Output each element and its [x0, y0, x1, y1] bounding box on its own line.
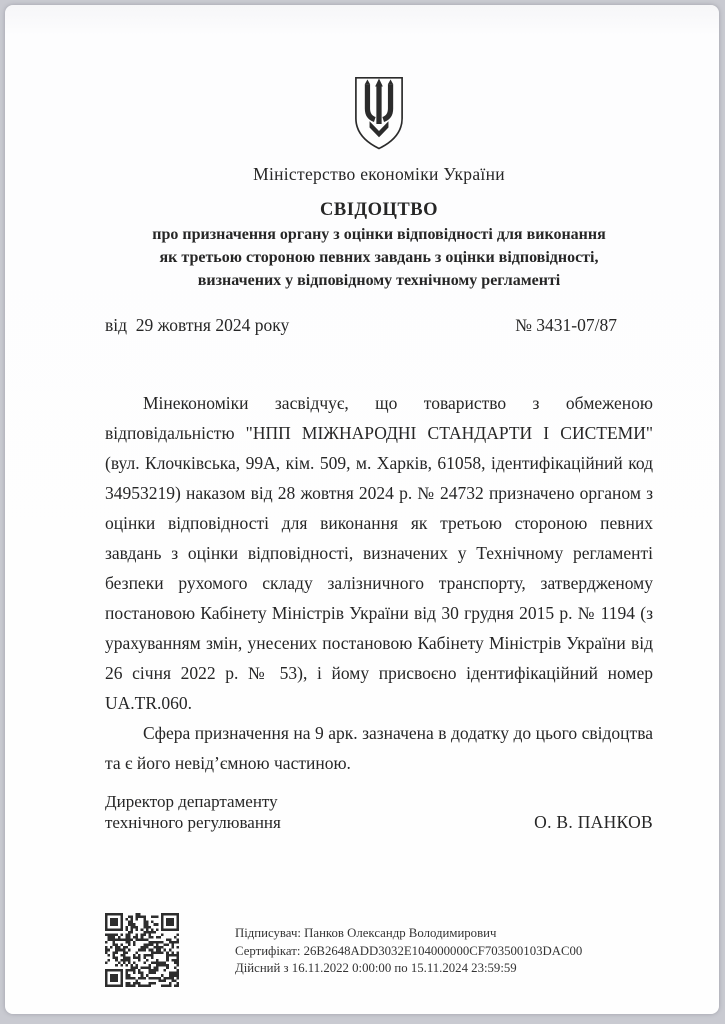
stamp-signer: Підписувач: Панков Олександр Володимирович [235, 926, 497, 940]
body-paragraph-1: Мінекономіки засвідчує, що товариство з обмеженою відповідальністю "НПП МІЖНАРОДНІ СТАНДАРТИ І СИСТЕМИ" (вул. Клочківська, 99А, кім. 509, м. Харків, 61058, ідентифікаційний код 34953219) наказом від 28 жовтня 2024 р. № 24732 призначено органом з оцінки відповідності для виконання як третьою стороною певних завдань з оцінки відповідності, визначених у Технічному регламенті безпеки рухомого складу залізничного транспорту, затвердженому постановою Кабінету Міністрів України від 30 грудня 2015 р. № 1194 (з урахуванням змін, унесених постановою Кабінету Міністрів України від 26 січня 2022 р. № 53), і йому присвоєно ідентифікаційний номер UA.TR.060. [105, 393, 653, 713]
document-subtitle [105, 223, 653, 292]
signatory-position-line: технічного регулювання [105, 813, 281, 832]
signature-block [105, 791, 653, 833]
stamp-validity: Дійсний з 16.11.2022 0:00:00 по 15.11.2024 23:59:59 [235, 961, 517, 975]
issue-date: від 29 жовтня 2024 року [105, 315, 290, 335]
digital-signature-stamp [105, 913, 653, 987]
document-header [105, 75, 653, 292]
subtitle-line: як третьою стороною певних завдань з оцінки відповідності, [159, 249, 599, 266]
date-number-row [105, 315, 653, 336]
signatory-position-line: Директор департаменту [105, 792, 278, 811]
ukraine-trident-emblem-icon [351, 75, 407, 157]
document-number: № 3431-07/87 [515, 315, 617, 335]
signatory-position [105, 791, 281, 833]
subtitle-line: визначених у відповідному технічному регламенті [197, 272, 561, 289]
subtitle-line: про призначення органу з оцінки відповідності для виконання [152, 226, 606, 243]
certificate-page [5, 5, 719, 1014]
qr-code-icon [105, 913, 179, 987]
signatory-name: О. В. ПАНКОВ [534, 812, 653, 832]
digital-stamp-details [235, 913, 582, 987]
body-paragraph-2: Сфера призначення на 9 арк. зазначена в додатку до цього свідоцтва та є його невід’ємною частиною. [105, 723, 653, 773]
document-title: СВІДОЦТВО [320, 200, 438, 220]
ministry-name: Міністерство економіки України [253, 164, 505, 184]
stamp-certificate: Сертифікат: 26B2648ADD3032E104000000CF703500103DAC00 [235, 943, 583, 958]
document-body [105, 388, 653, 778]
